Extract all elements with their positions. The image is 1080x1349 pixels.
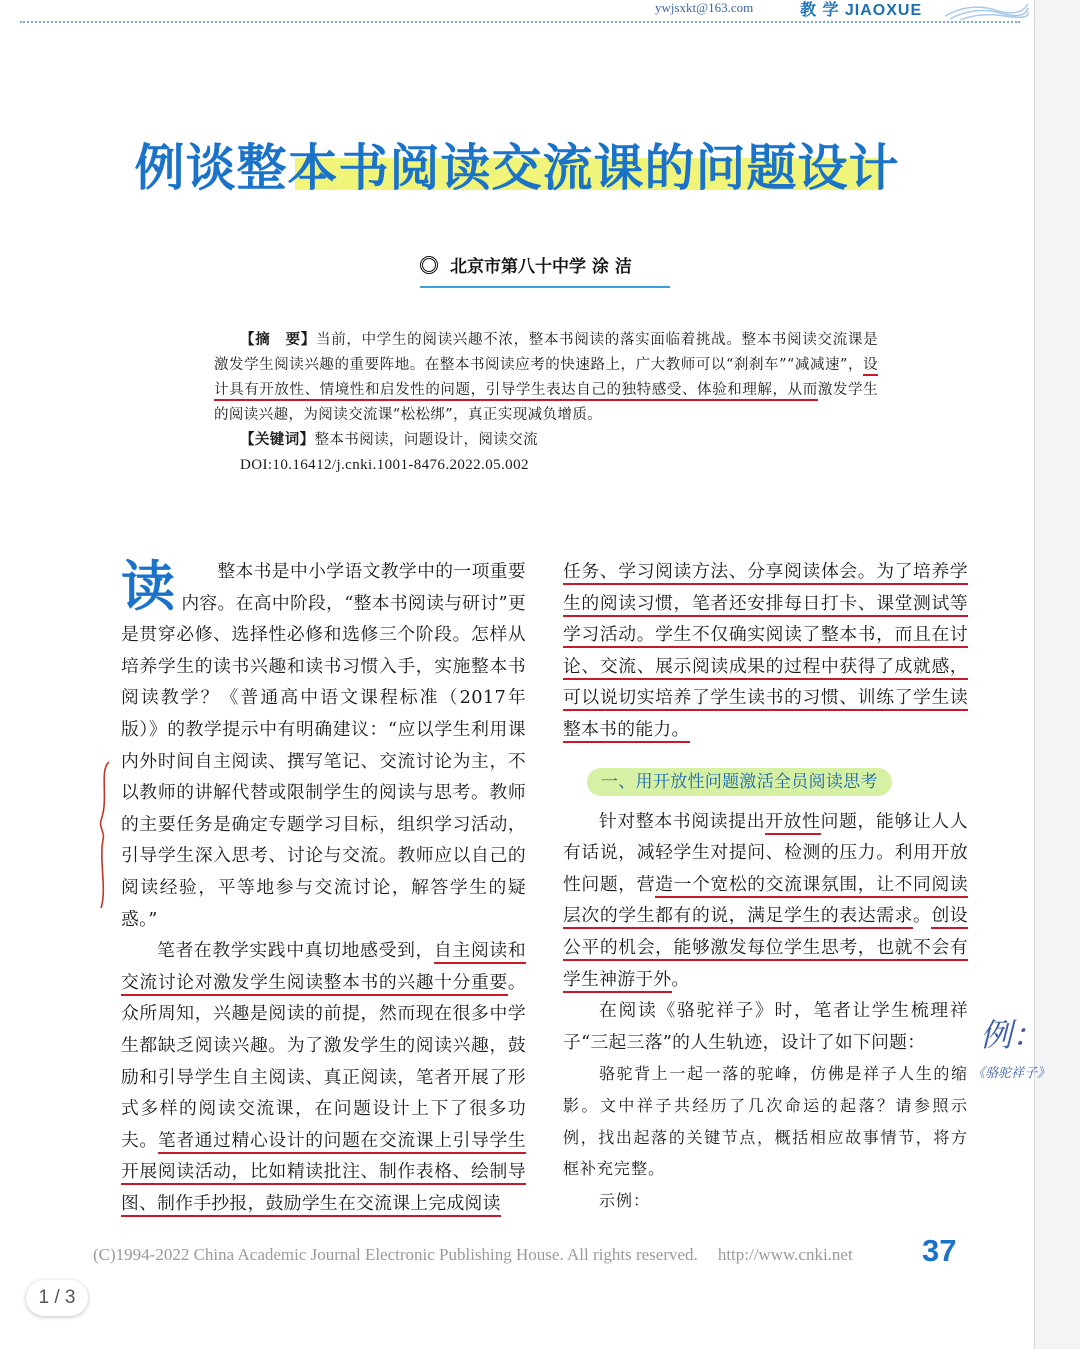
- handwritten-note-book: 《骆驼祥子》: [972, 1066, 1051, 1081]
- header-email: ywjsxkt@163.com: [655, 0, 754, 15]
- open-text-c: 问题，能够让人人有话说，减轻学生对提问、检测的压力。利用开放性问题，营: [563, 810, 968, 895]
- section-heading: 一、用开放性问题激活全员阅读思考: [587, 768, 892, 796]
- keywords-line: [214, 428, 878, 453]
- header-divider: [20, 21, 1020, 23]
- handwritten-note-example: 例：: [980, 1016, 1045, 1054]
- wave-decoration-icon: [940, 0, 1030, 20]
- keywords-label: 【关键词】: [240, 432, 315, 448]
- question-text: 骆驼背上一起一落的驼峰，仿佛是祥子人生的缩影。文中祥子共经历了几次命运的起落？请参照示例，找出起落的关键节点，概括相应故事情节，将方框补充完整。: [563, 1064, 968, 1179]
- abstract-label: 【摘 要】: [240, 332, 316, 348]
- right-column: [563, 556, 968, 1216]
- open-question-paragraph: [563, 806, 968, 996]
- question-quote: [563, 1058, 968, 1216]
- keywords: 整本书阅读，问题设计，阅读交流: [314, 432, 538, 448]
- article-title: 例谈整本书阅读交流课的问题设计: [134, 139, 900, 197]
- intro-text: 整本书是中小学语文教学中的一项重要内容。在高中阶段，“整本书阅读与研讨”更是贯穿必修、选择性必修和选修三个阶段。怎样从培养学生的读书兴趣和读书习惯入手，实施整本书阅读教学？《普通高中语文课程标准（2017年版）》的教学提示中有明确建议：“应以学生利用课内外时间自主阅读、撰写笔记、交流讨论为主，不以教师的讲解代替或限制学生的阅读与思考。教师的主要任务是确定专题学习目标，组织学习活动，引导学生深入思考、讨论与交流。教师应以自己的阅读经验，平等地参与交流讨论，解答学生的疑惑。”: [121, 561, 526, 930]
- copyright-text: (C)1994-2022 China Academic Journal Electronic Publishing House. All rights reserved.: [93, 1245, 698, 1264]
- drop-cap: 读: [121, 555, 176, 618]
- practice-underline-a: 自主阅读和交流讨论对激发学生阅读整本书的兴趣十分重要: [121, 940, 526, 996]
- open-underline-b: 造一个宽松的交流课氛围，让不同阅读层次的学生都有的说，满足学生的表达需求: [563, 874, 968, 930]
- open-underline-c: 创设公平的机会，能够激发每位学生思考，也就不会有学生神游于外: [563, 905, 968, 992]
- intro-paragraph: [121, 556, 526, 935]
- header-brand: 教 学 JIAOXUE: [800, 2, 923, 19]
- handwritten-note: [972, 1010, 1080, 1130]
- example-label: 示例：: [599, 1190, 651, 1210]
- open-text-a: 针对整本书阅读提出: [599, 810, 766, 832]
- abstract-text-end: 激发学生的阅读兴趣，为阅读交流课“松松绑”，真正实现减负增质。: [214, 382, 878, 423]
- open-text-g: 。: [671, 968, 690, 990]
- page-number: 37: [922, 1233, 957, 1268]
- copyright-footer: [93, 1245, 853, 1265]
- doi-line: DOI:10.16412/j.cnki.1001-8476.2022.05.002: [240, 457, 529, 473]
- author-line: [420, 252, 670, 288]
- author-affiliation: 北京市第八十中学 涂 洁: [450, 257, 632, 277]
- continued-paragraph: [563, 556, 968, 746]
- abstract-underline: 设计具有开放性、情境性和启发性的问题，引导学生表达自己的独特感受、体验和理解，从而: [214, 357, 878, 401]
- open-text-e: 。: [913, 905, 932, 927]
- abstract-block: [214, 328, 878, 478]
- cnki-url: http://www.cnki.net: [717, 1245, 853, 1264]
- handwritten-brace: [95, 760, 115, 910]
- page-indicator[interactable]: 1 / 3: [26, 1280, 88, 1316]
- continued-underline: 任务、学习阅读方法、分享阅读体会。为了培养学生的阅读习惯，笔者还安排每日打卡、课堂测试等学习活动。学生不仅确实阅读了整本书，而且在讨论、交流、展示阅读成果的过程中获得了成就感，可以说切实培养了学生读书的习惯、训练了学生读整本书的能力。: [563, 561, 968, 743]
- abstract-text: 当前，中学生的阅读兴趣不浓，整本书阅读的落实面临着挑战。整本书阅读交流课是激发学生阅读兴趣的重要阵地。在整本书阅读应考的快速路上，广大教师可以“刹刹车”“减减速”，: [214, 332, 879, 373]
- left-column: [121, 556, 526, 1219]
- abstract-paragraph: [214, 328, 878, 428]
- practice-text-a: 笔者在教学实践中真切地感受到，: [157, 940, 435, 962]
- practice-paragraph: [121, 935, 526, 1219]
- practice-underline-b: 笔者通过精心设计的问题在交流课上引导学生开展阅读活动，比如精读批注、制作表格、绘制导图、制作手抄报，鼓励学生在交流课上完成阅读: [121, 1130, 526, 1217]
- circle-bullet-icon: [420, 256, 438, 274]
- practice-text-c: 。众所周知，兴趣是阅读的前提，然而现在很多中学生都缺乏阅读兴趣。为了激发学生的阅读兴趣，鼓励和引导学生自主阅读、真正阅读，笔者开展了形式多样的阅读交流课，在问题设计上下了很多功夫。: [121, 971, 526, 1151]
- open-underline-a: 开放性: [765, 811, 820, 835]
- example-intro-paragraph: 在阅读《骆驼祥子》时，笔者让学生梳理祥子“三起三落”的人生轨迹，设计了如下问题：: [563, 1000, 968, 1053]
